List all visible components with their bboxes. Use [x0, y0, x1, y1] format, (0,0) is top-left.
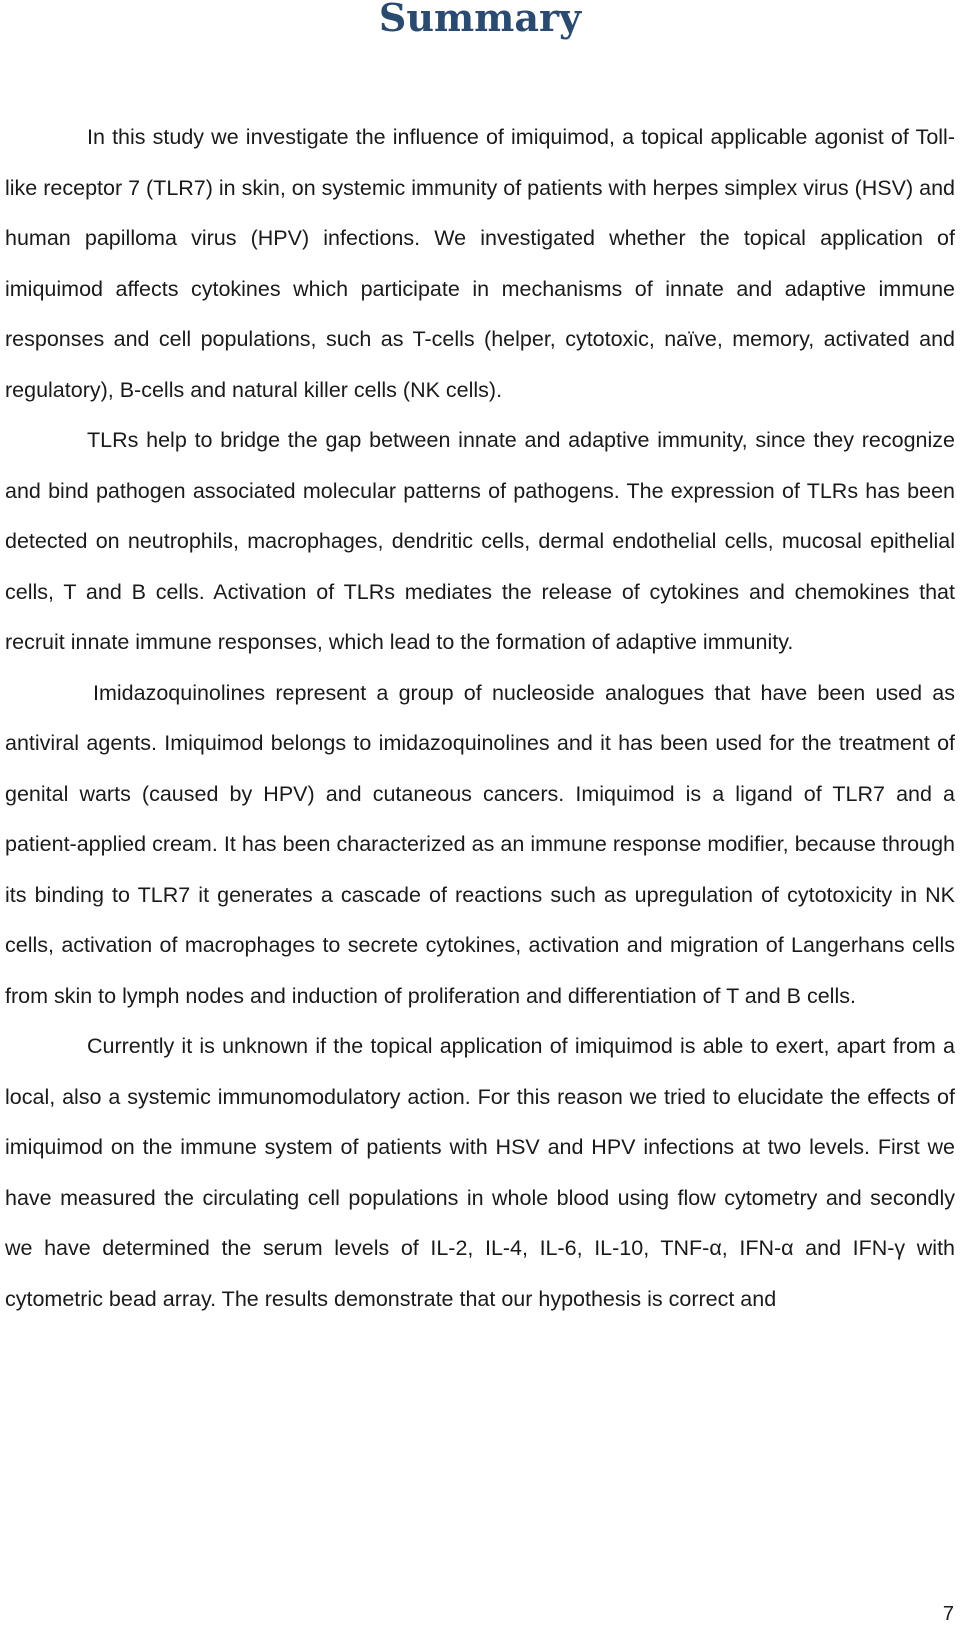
- paragraph-2: TLRs help to bridge the gap between innate and adaptive immunity, since they recognize and bind pathogen associated molecular patterns of pathogens. The expression of TLRs has been detected on neutrophils, macrophages, dendritic cells, dermal endothelial cells, mucosal epithelial cells, T and B cells. Activation of TLRs mediates the release of cytokines and chemokines that recruit innate immune responses, which lead to the formation of adaptive immunity.: [5, 428, 955, 654]
- paragraph-4: Currently it is unknown if the topical application of imiquimod is able to exert, apart from a local, also a systemic immunomodulatory action. For this reason we tried to elucidate the effects of imiquimod on the immune system of patients with HSV and HPV infections at two levels. First we have measured the circulating cell populations in whole blood using flow cytometry and secondly we have determined the serum levels of IL-2, IL-4, IL-6, IL-10, TNF-α, IFN-α and IFN-γ with cytometric bead array. The results demonstrate that our hypothesis is correct and: [5, 1034, 955, 1311]
- paragraph-1: In this study we investigate the influence of imiquimod, a topical applicable agonist of Toll-like receptor 7 (TLR7) in skin, on systemic immunity of patients with herpes simplex virus (HSV) and human papilloma virus (HPV) infections. We investigated whether the topical application of imiquimod affects cytokines which participate in mechanisms of innate and adaptive immune responses and cell populations, such as T-cells (helper, cytotoxic, naïve, memory, activated and regulatory), B-cells and natural killer cells (NK cells).: [5, 125, 955, 402]
- page-number: 7: [942, 1603, 954, 1625]
- paragraph-3: Imidazoquinolines represent a group of nucleoside analogues that have been used as antiviral agents. Imiquimod belongs to imidazoquinolines and it has been used for the treatment of genital warts (caused by HPV) and cutaneous cancers. Imiquimod is a ligand of TLR7 and a patient-applied cream. It has been characterized as an immune response modifier, because through its binding to TLR7 it generates a cascade of reactions such as upregulation of cytotoxicity in NK cells, activation of macrophages to secrete cytokines, activation and migration of Langerhans cells from skin to lymph nodes and induction of proliferation and differentiation of T and B cells.: [5, 680, 955, 1008]
- page-title: Summary: [378, 0, 582, 40]
- document-body: [5, 112, 955, 1324]
